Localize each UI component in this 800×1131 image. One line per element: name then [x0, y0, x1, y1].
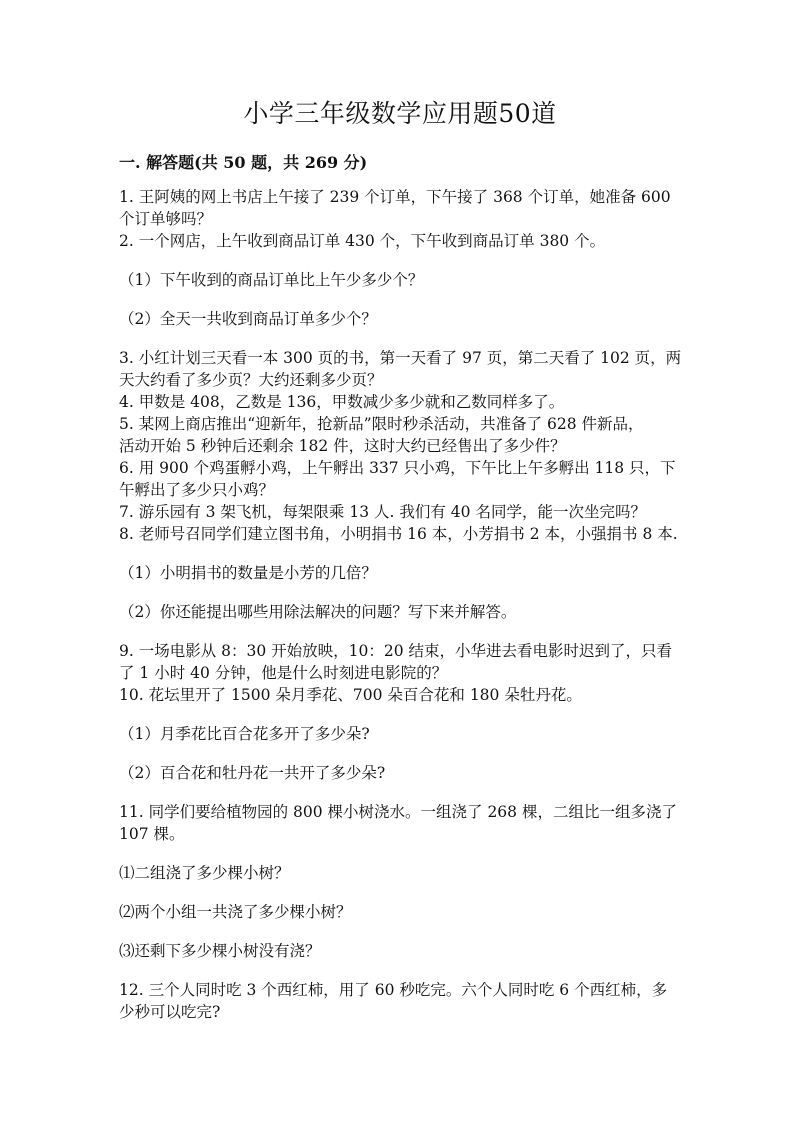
- question-line: 8. 老师号召同学们建立图书角，小明捐书 16 本，小芳捐书 2 本，小强捐书 8 本.: [119, 525, 678, 543]
- question-line: 1. 王阿姨的网上书店上午接了 239 个订单，下午接了 368 个订单，她准备 600: [119, 188, 671, 206]
- question-line: 6. 用 900 个鸡蛋孵小鸡，上午孵出 337 只小鸡，下午比上午多孵出 118 只，下: [119, 459, 676, 477]
- question-line: 少秒可以吃完?: [119, 1003, 221, 1021]
- question-line: 天大约看了多少页？大约还剩多少页？: [119, 371, 383, 389]
- question-line: 活动开始 5 秒钟后还剩余 182 件，这时大约已经售出了多少件？: [119, 437, 566, 455]
- section-heading: 一. 解答题(共 50 题，共 269 分): [119, 153, 368, 172]
- question-line: 个订单够吗？: [119, 210, 213, 228]
- question-line: 2. 一个网店，上午收到商品订单 430 个，下午收到商品订单 380 个。: [119, 232, 606, 250]
- sub-question-line: （2）你还能提出哪些用除法解决的问题？写下来并解答。: [119, 603, 517, 621]
- question-line: 4. 甲数是 408，乙数是 136，甲数减少多少就和乙数同样多了。: [119, 393, 565, 411]
- question-line: 107 棵。: [119, 825, 185, 843]
- sub-question-line: （2）百合花和牡丹花一共开了多少朵?: [119, 764, 386, 782]
- question-line: 了 1 小时 40 分钟，他是什么时刻进电影院的？: [119, 664, 448, 682]
- question-line: 12. 三个人同时吃 3 个西红柿，用了 60 秒吃完。六个人同时吃 6 个西红柿，多: [119, 981, 668, 999]
- page-title: 小学三年级数学应用题50道: [243, 99, 557, 128]
- question-line: 5. 某网上商店推出“迎新年，抢新品”限时秒杀活动，共准备了 628 件新品，: [119, 415, 644, 433]
- sub-question-line: ⑶还剩下多少棵小树没有浇？: [119, 942, 321, 960]
- question-line: 11. 同学们要给植物园的 800 棵小树浇水。一组浇了 268 棵，二组比一组多浇了: [119, 803, 677, 821]
- sub-question-line: ⑵两个小组一共浇了多少棵小树？: [119, 903, 352, 921]
- sub-question-line: （2）全天一共收到商品订单多少个？: [119, 310, 377, 328]
- question-line: 10. 花坛里开了 1500 朵月季花、700 朵百合花和 180 朵牡丹花。: [119, 686, 582, 704]
- sub-question-line: ⑴二组浇了多少棵小树？: [119, 864, 290, 882]
- sub-question-line: （1）小明捐书的数量是小芳的几倍？: [119, 564, 377, 582]
- sub-question-line: （1）下午收到的商品订单比上午少多少个？: [119, 271, 424, 289]
- question-line: 3. 小红计划三天看一本 300 页的书，第一天看了 97 页，第二天看了 102 页，两: [119, 349, 682, 367]
- question-line: 9. 一场电影从 8：30 开始放映，10：20 结束，小华进去看电影时迟到了，只看: [119, 642, 673, 660]
- sub-question-line: （1）月季花比百合花多开了多少朵?: [119, 725, 370, 743]
- question-line: 午孵出了多少只小鸡？: [119, 481, 275, 499]
- question-line: 7. 游乐园有 3 架飞机，每架限乘 13 人. 我们有 40 名同学，能一次坐完吗？: [119, 503, 646, 521]
